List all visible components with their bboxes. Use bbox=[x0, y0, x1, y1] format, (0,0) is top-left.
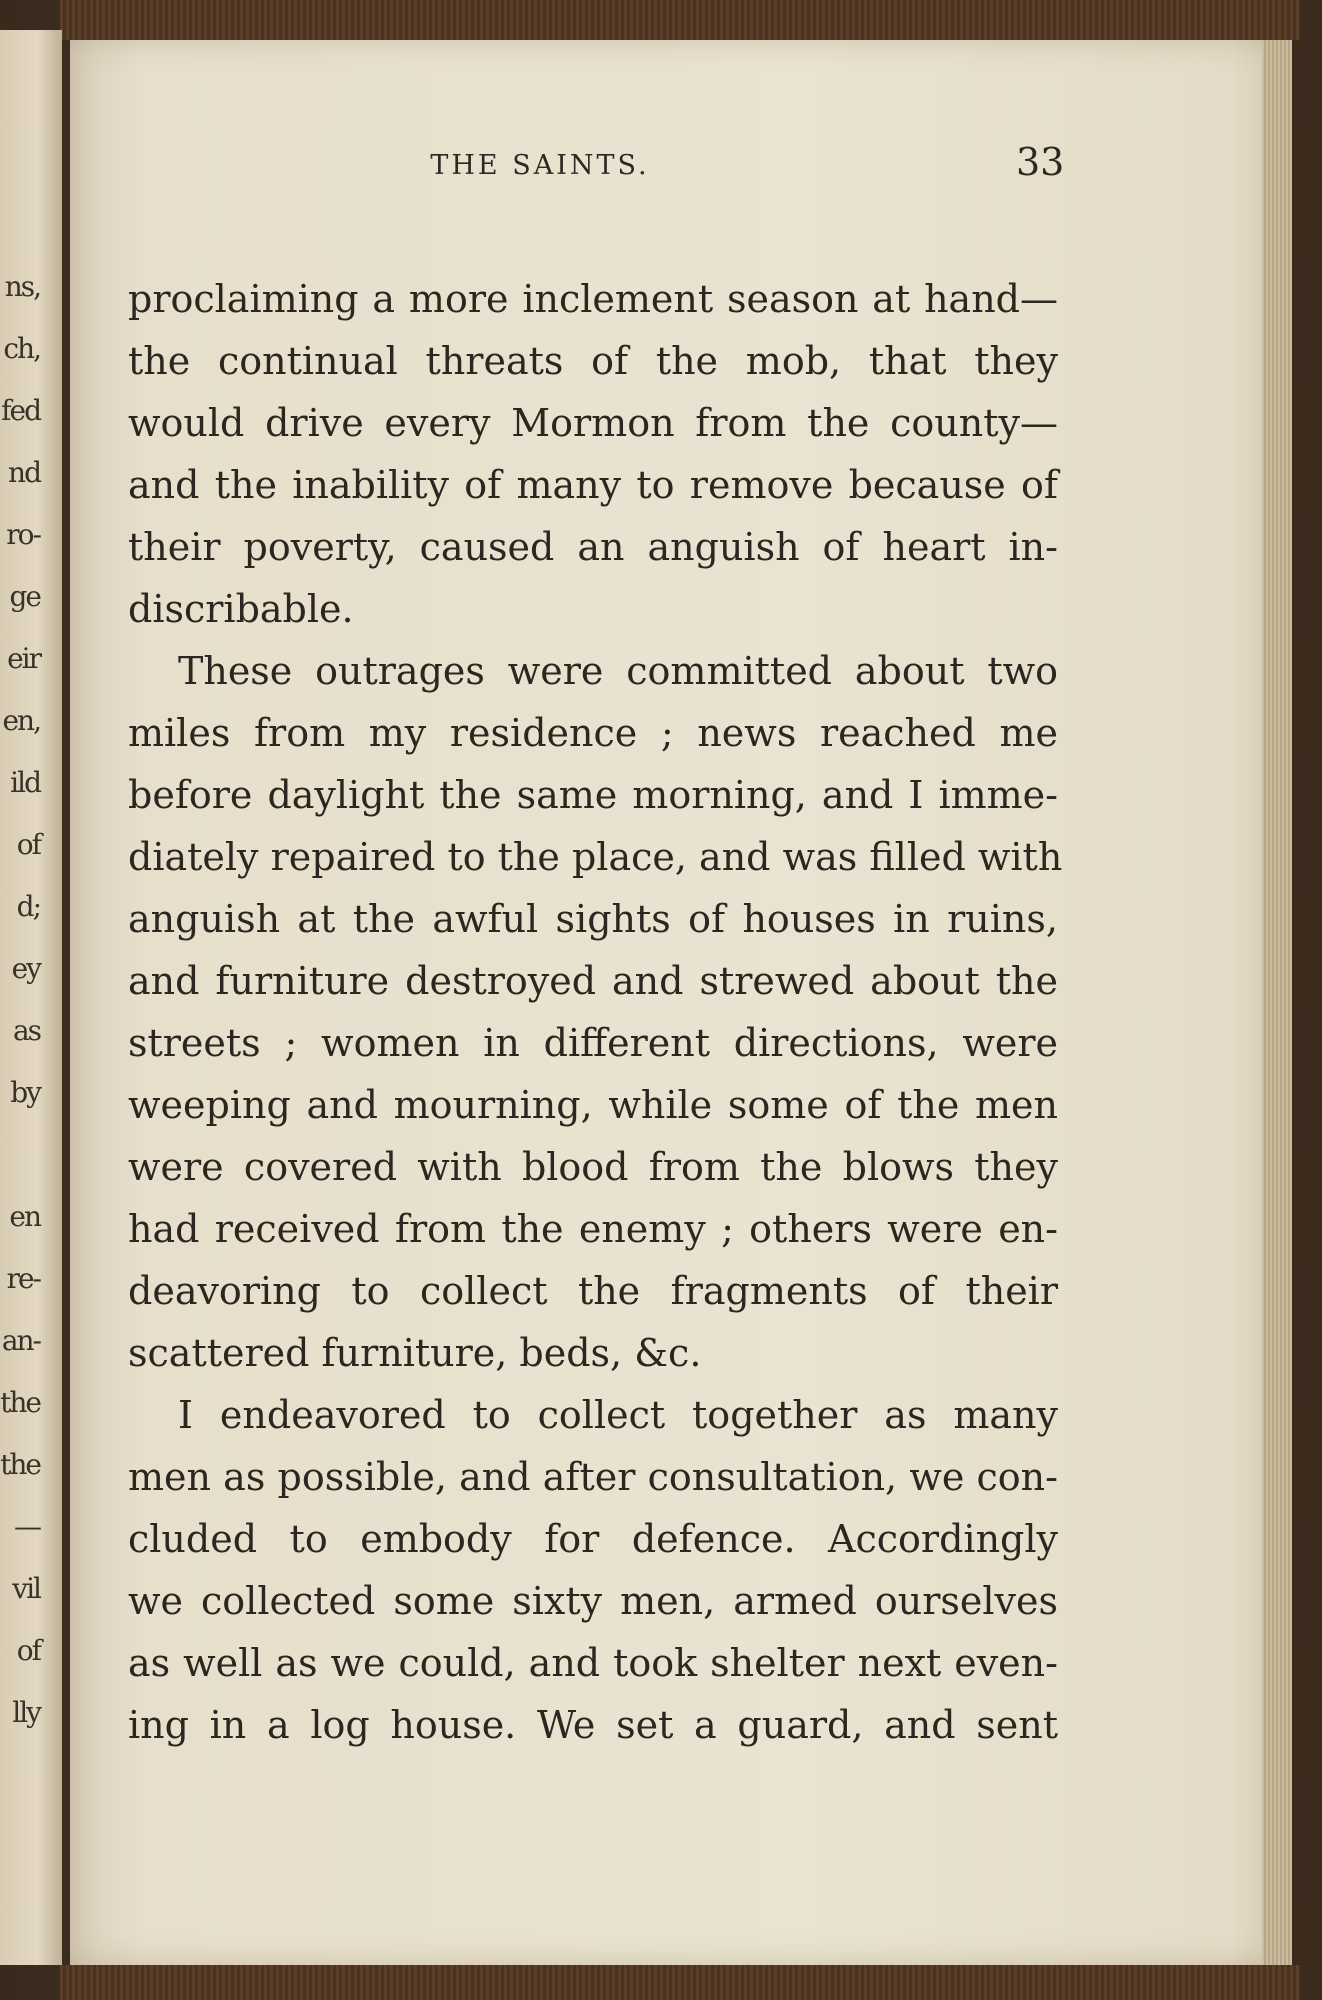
left-fragment: the bbox=[0, 1386, 40, 1419]
left-fragment: ge bbox=[9, 580, 40, 613]
left-fragment: — bbox=[14, 1510, 40, 1543]
body-text bbox=[128, 268, 1063, 1756]
left-fragment: ild bbox=[10, 766, 40, 799]
left-fragment: fed bbox=[1, 394, 40, 427]
book-cover-bottom-edge bbox=[60, 1965, 1300, 2000]
text-line: as well as we could, and took shelter next even- bbox=[128, 1641, 1058, 1685]
left-fragment: lly bbox=[12, 1696, 40, 1729]
text-line: men as possible, and after consultation, we con- bbox=[128, 1455, 1058, 1499]
left-page-edge bbox=[0, 30, 62, 1965]
text-line: and the inability of many to remove because of bbox=[128, 463, 1058, 507]
text-line: These outrages were committed about two bbox=[178, 649, 1058, 693]
running-head: THE SAINTS. bbox=[430, 150, 650, 181]
left-fragment: ro- bbox=[6, 518, 40, 551]
paragraph-3 bbox=[128, 1384, 1058, 1756]
left-fragment: en bbox=[9, 1200, 40, 1233]
left-fragment: ch, bbox=[3, 332, 40, 365]
paragraph-2 bbox=[128, 640, 1063, 1384]
left-fragment: as bbox=[12, 1014, 40, 1047]
text-line: their poverty, caused an anguish of heart in- bbox=[128, 525, 1058, 569]
text-line: the continual threats of the mob, that they bbox=[128, 339, 1058, 383]
left-fragment: d; bbox=[16, 890, 40, 923]
text-line: and furniture destroyed and strewed about the bbox=[128, 959, 1058, 1003]
text-line: proclaiming a more inclement season at hand— bbox=[128, 277, 1058, 321]
left-fragment: the bbox=[0, 1448, 40, 1481]
text-line: diately repaired to the place, and was filled with bbox=[128, 835, 1063, 879]
text-line: miles from my residence ; news reached me bbox=[128, 711, 1058, 755]
text-line: streets ; women in different directions, were bbox=[128, 1021, 1058, 1065]
paragraph-1 bbox=[128, 268, 1058, 640]
text-line: before daylight the same morning, and I imme- bbox=[128, 773, 1058, 817]
page-stack-edge bbox=[1262, 40, 1292, 1965]
left-fragment: eir bbox=[7, 642, 40, 675]
text-line: would drive every Mormon from the county— bbox=[128, 401, 1058, 445]
page-number: 33 bbox=[1016, 140, 1065, 184]
book-cover-top-edge bbox=[60, 0, 1300, 40]
text-line: weeping and mourning, while some of the men bbox=[128, 1083, 1058, 1127]
text-line: I endeavored to collect together as many bbox=[178, 1393, 1058, 1437]
text-line: had received from the enemy ; others were en- bbox=[128, 1207, 1058, 1251]
text-line: we collected some sixty men, armed ourselves bbox=[128, 1579, 1058, 1623]
text-line: were covered with blood from the blows they bbox=[128, 1145, 1058, 1189]
left-fragment: vil bbox=[12, 1572, 40, 1605]
left-fragment: of bbox=[16, 828, 40, 861]
left-fragment: ns, bbox=[4, 270, 40, 303]
text-line: discribable. bbox=[128, 587, 354, 631]
left-fragment: en, bbox=[2, 704, 40, 737]
left-fragment: of bbox=[16, 1634, 40, 1667]
left-fragment: re- bbox=[6, 1262, 40, 1295]
text-line: anguish at the awful sights of houses in ruins, bbox=[128, 897, 1058, 941]
left-fragment: an- bbox=[1, 1324, 40, 1357]
text-line: ing in a log house. We set a guard, and sent bbox=[128, 1703, 1058, 1747]
left-fragment: ey bbox=[11, 952, 40, 985]
text-line: scattered furniture, beds, &c. bbox=[128, 1331, 702, 1375]
left-fragment: nd bbox=[8, 456, 40, 489]
text-line: cluded to embody for defence. Accordingly bbox=[128, 1517, 1058, 1561]
left-fragment: by bbox=[10, 1076, 40, 1109]
text-line: deavoring to collect the fragments of their bbox=[128, 1269, 1058, 1313]
